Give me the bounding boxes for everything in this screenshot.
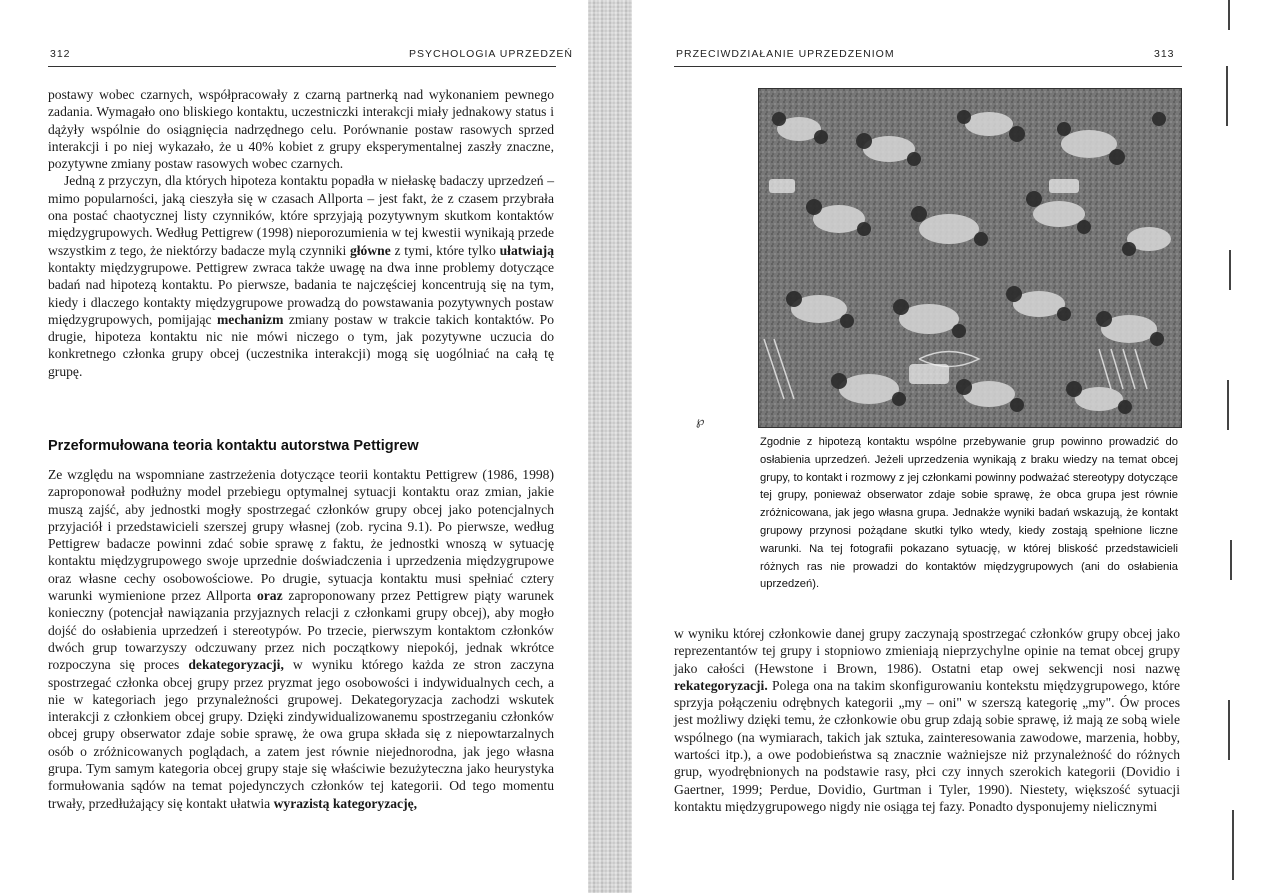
text-run: Polega ona na takim skonfigurowaniu kontekstu międzygrupowego, które sprzyja połączeniu odrębnych kategorii „my – oni" w szerszą kategorię „my". Ów proces jest możliwy dzięki temu, że członkowie obu grup zdają sobie sprawę, iż mają ze sobą wiele wspólnego (na wymiarach, takich jak sztuka, zainteresowania zawodowe, marzenia, hobby, wartości itp.), a owe podobieństwa są znacznie ważniejsze niż przynależność do różnych grup, wyodrębnionych na podstawie rasy, płci czy innych szerokich kategorii (Dovidio i Gaertner, 1999; Perdue, Dovidio, Gurtman i Tyler, 1990). Niestety, większość sytuacji kontaktu międzygrupowego nigdy nie osiąga tej fazy. Ponadto dysponujemy nielicznymi xyxy=(674,677,1180,814)
crowd-photo xyxy=(758,88,1182,428)
text-run: Ze względu na wspomniane zastrzeżenia dotyczące teorii kontaktu Pettigrew (1986, 1998) zaproponował podłużny model przebiegu optymalnej sytuacji kontaktu oraz zmian, jakie muszą zajść, aby jednostki mogły spostrzegać członków grupy obcej jako potencjalnych przyjaciół i przedstawicieli szerszej grupy własnej (zob. rycina 9.1). Po pierwsze, według Pettigrew badacze powinni zdać sobie sprawę z faktu, że jednostki wnoszą w sytuację kontaktu międzygrupowego swoje uprzednie doświadczenia i uprzedzenia międzygrupowe oraz własne cechy osobowościowe. Po drugie, sytuacja kontaktu musi spełniać cztery warunki wymienione przez Allporta xyxy=(48,467,554,604)
running-head-left: PSYCHOLOGIA UPRZEDZEŃ xyxy=(409,48,573,60)
text-run: z tymi, które tylko xyxy=(390,242,500,258)
bold-term-dekategoryzacji: dekategoryzacji, xyxy=(188,657,284,673)
paragraph-3 xyxy=(48,466,554,812)
text-run: w wyniku której członkowie danej grupy zaczynają spostrzegać członków grupy obcej jako reprezentantów tej grupy i stopniowo zmieniają nieprzychylne opinie na temat obcej grupy jako całości (Hewstone i Brown, 1986). Ostatni etap owej sekwencji nosi nazwę xyxy=(674,626,1180,676)
scan-edge-artifact xyxy=(1228,0,1230,30)
page-number-left: 312 xyxy=(50,48,71,60)
scan-edge-artifact xyxy=(1228,700,1230,760)
scan-edge-artifact xyxy=(1232,810,1234,880)
margin-mark: ℘ xyxy=(696,414,705,428)
paragraph-2 xyxy=(48,172,554,380)
text-run: Jedną z przyczyn, dla których hipoteza kontaktu popadła w niełaskę badaczy uprzedzeń – mimo popularności, jaką cieszyła się w czasach Allporta – jest fakt, że z czasem przybrała ona postać chaotycznej listy czynników, które sprzyjają pozytywnym skutkom kontaktów międzygrupowych. Według Pettigrew (1998) nieporozumienia w tej kwestii wynikają przede wszystkim z tego, że niektórzy badacze mylą czynniki xyxy=(48,173,554,258)
bold-term-rekategoryzacji: rekategoryzacji. xyxy=(674,677,768,693)
text-run: kontakty międzygrupowe. Pettigrew zwraca także uwagę na dwa inne problemy dotyczące badań nad hipotezą kontaktu. Po pierwsze, badania te najczęściej koncentrują się na tym, kiedy i dlaczego kontakty międzygrupowe prowadzą do powstawania pozytywnych postaw międzygrupowych, pomijając xyxy=(48,259,554,327)
text-run: zmiany postaw w trakcie takich kontaktów. Po drugie, hipoteza kontaktu nic nie mówi niczego o tym, jak pozytywne uczucia do konkretnego członka grupy obcej (uczestnika interakcji) mogą się uogólniać na całą tę grupę. xyxy=(48,311,554,379)
header-rule-right xyxy=(674,66,1182,67)
page-number-right: 313 xyxy=(1154,48,1175,60)
left-page xyxy=(0,0,590,893)
scan-edge-artifact xyxy=(1227,380,1229,430)
paragraph-4 xyxy=(674,625,1180,815)
bold-term-glowne: główne xyxy=(349,242,391,258)
text-run: zaproponowany przez Pettigrew piąty warunek konieczny (potencjał nawiązania przyjaznych relacji z członkami grupy obcej), aby mogło dojść do osłabienia uprzedzeń i stereotypów. Po trzecie, pierwszym kontaktom członków dwóch grup towarzyszy odczuwany przez nich początkowy niepokój, jednak wkrótce rozpoczyna się proces xyxy=(48,588,554,673)
scan-edge-artifact xyxy=(1226,66,1228,126)
bold-term-ulatwiaja: ułatwiają xyxy=(499,242,554,258)
paragraph-1: postawy wobec czarnych, współpracowały z czarną partnerką nad wykonaniem pewnego zadania. Wymagało ono bliskiego kontaktu, uczestniczki interakcji miały jednakowy status i dążyły wspólnie do osiągnięcia nadrzędnego celu. Porównanie postaw rasowych sprzed interakcji i po niej wykazało, że u 40% kobiet z grupy eksperymentalnej zaszły znaczne, pozytywne zmiany postaw rasowych wobec czarnych. xyxy=(48,87,554,172)
bold-term-oraz: oraz xyxy=(256,588,283,604)
text-run: w wyniku którego każda ze stron zaczyna spostrzegać członka obcej grupy przez pryzmat jego osobowości i indywidualnych cech, a nie w kategoriach jego przynależności grupowej. Dekategoryzacja zachodzi wskutek interakcji z członkiem obcej grupy. Dzięki zindywidualizowanemu spostrzeganiu członków obcej grupy obserwator zdaje sobie sprawę, że owa grupa składa się z niepowtarzalnych osób o zróżnicowanych poglądach, a zatem jest równie niejednorodna, jak jego własna grupa. Tym samym kategoria obcej grupy staje się właściwie bezużyteczna jako heurystyka formułowania sądów na temat pojedynczych członków tej kategorii. Od tego momentu trwały, przedłużający się kontakt ułatwia xyxy=(48,657,555,811)
right-body xyxy=(674,625,1180,815)
bold-term-mechanizm: mechanizm xyxy=(216,311,284,327)
bold-term-wyrazista-kategoryzacja: wyrazistą kategoryzację, xyxy=(273,795,418,811)
left-body-bottom xyxy=(48,466,554,812)
book-gutter xyxy=(588,0,632,893)
photo-caption: Zgodnie z hipotezą kontaktu wspólne przebywanie grup powinno prowadzić do osłabienia uprzedzeń. Jeżeli uprzedzenia wynikają z braku wiedzy na temat obcej grupy, to kontakt i rozmowy z jej członkami powinny podważać stereotypy dotyczące tej grupy, ponieważ obserwator zdaje sobie sprawę, że obca grupa jest równie zróżnicowana, jak jego własna grupa. Jednakże wyniki badań wskazują, że kontakt grupowy przynosi pożądane skutki tylko wtedy, kiedy zostają spełnione liczne warunki. Na tej fotografii pokazano sytuację, w której bliskość przedstawicieli różnych ras nie prowadzi do kontaktów międzygrupowych (ani do osłabienia uprzedzeń). xyxy=(760,436,1178,591)
section-heading: Przeformułowana teoria kontaktu autorstwa Pettigrew xyxy=(48,438,419,454)
crowd-photo-illustration xyxy=(759,89,1181,427)
left-body-top xyxy=(48,86,554,380)
running-head-right: PRZECIWDZIAŁANIE UPRZEDZENIOM xyxy=(676,48,895,60)
right-page xyxy=(628,0,1188,893)
scan-edge-artifact xyxy=(1230,540,1232,580)
header-rule-left xyxy=(48,66,556,67)
scan-edge-artifact xyxy=(1229,250,1231,290)
